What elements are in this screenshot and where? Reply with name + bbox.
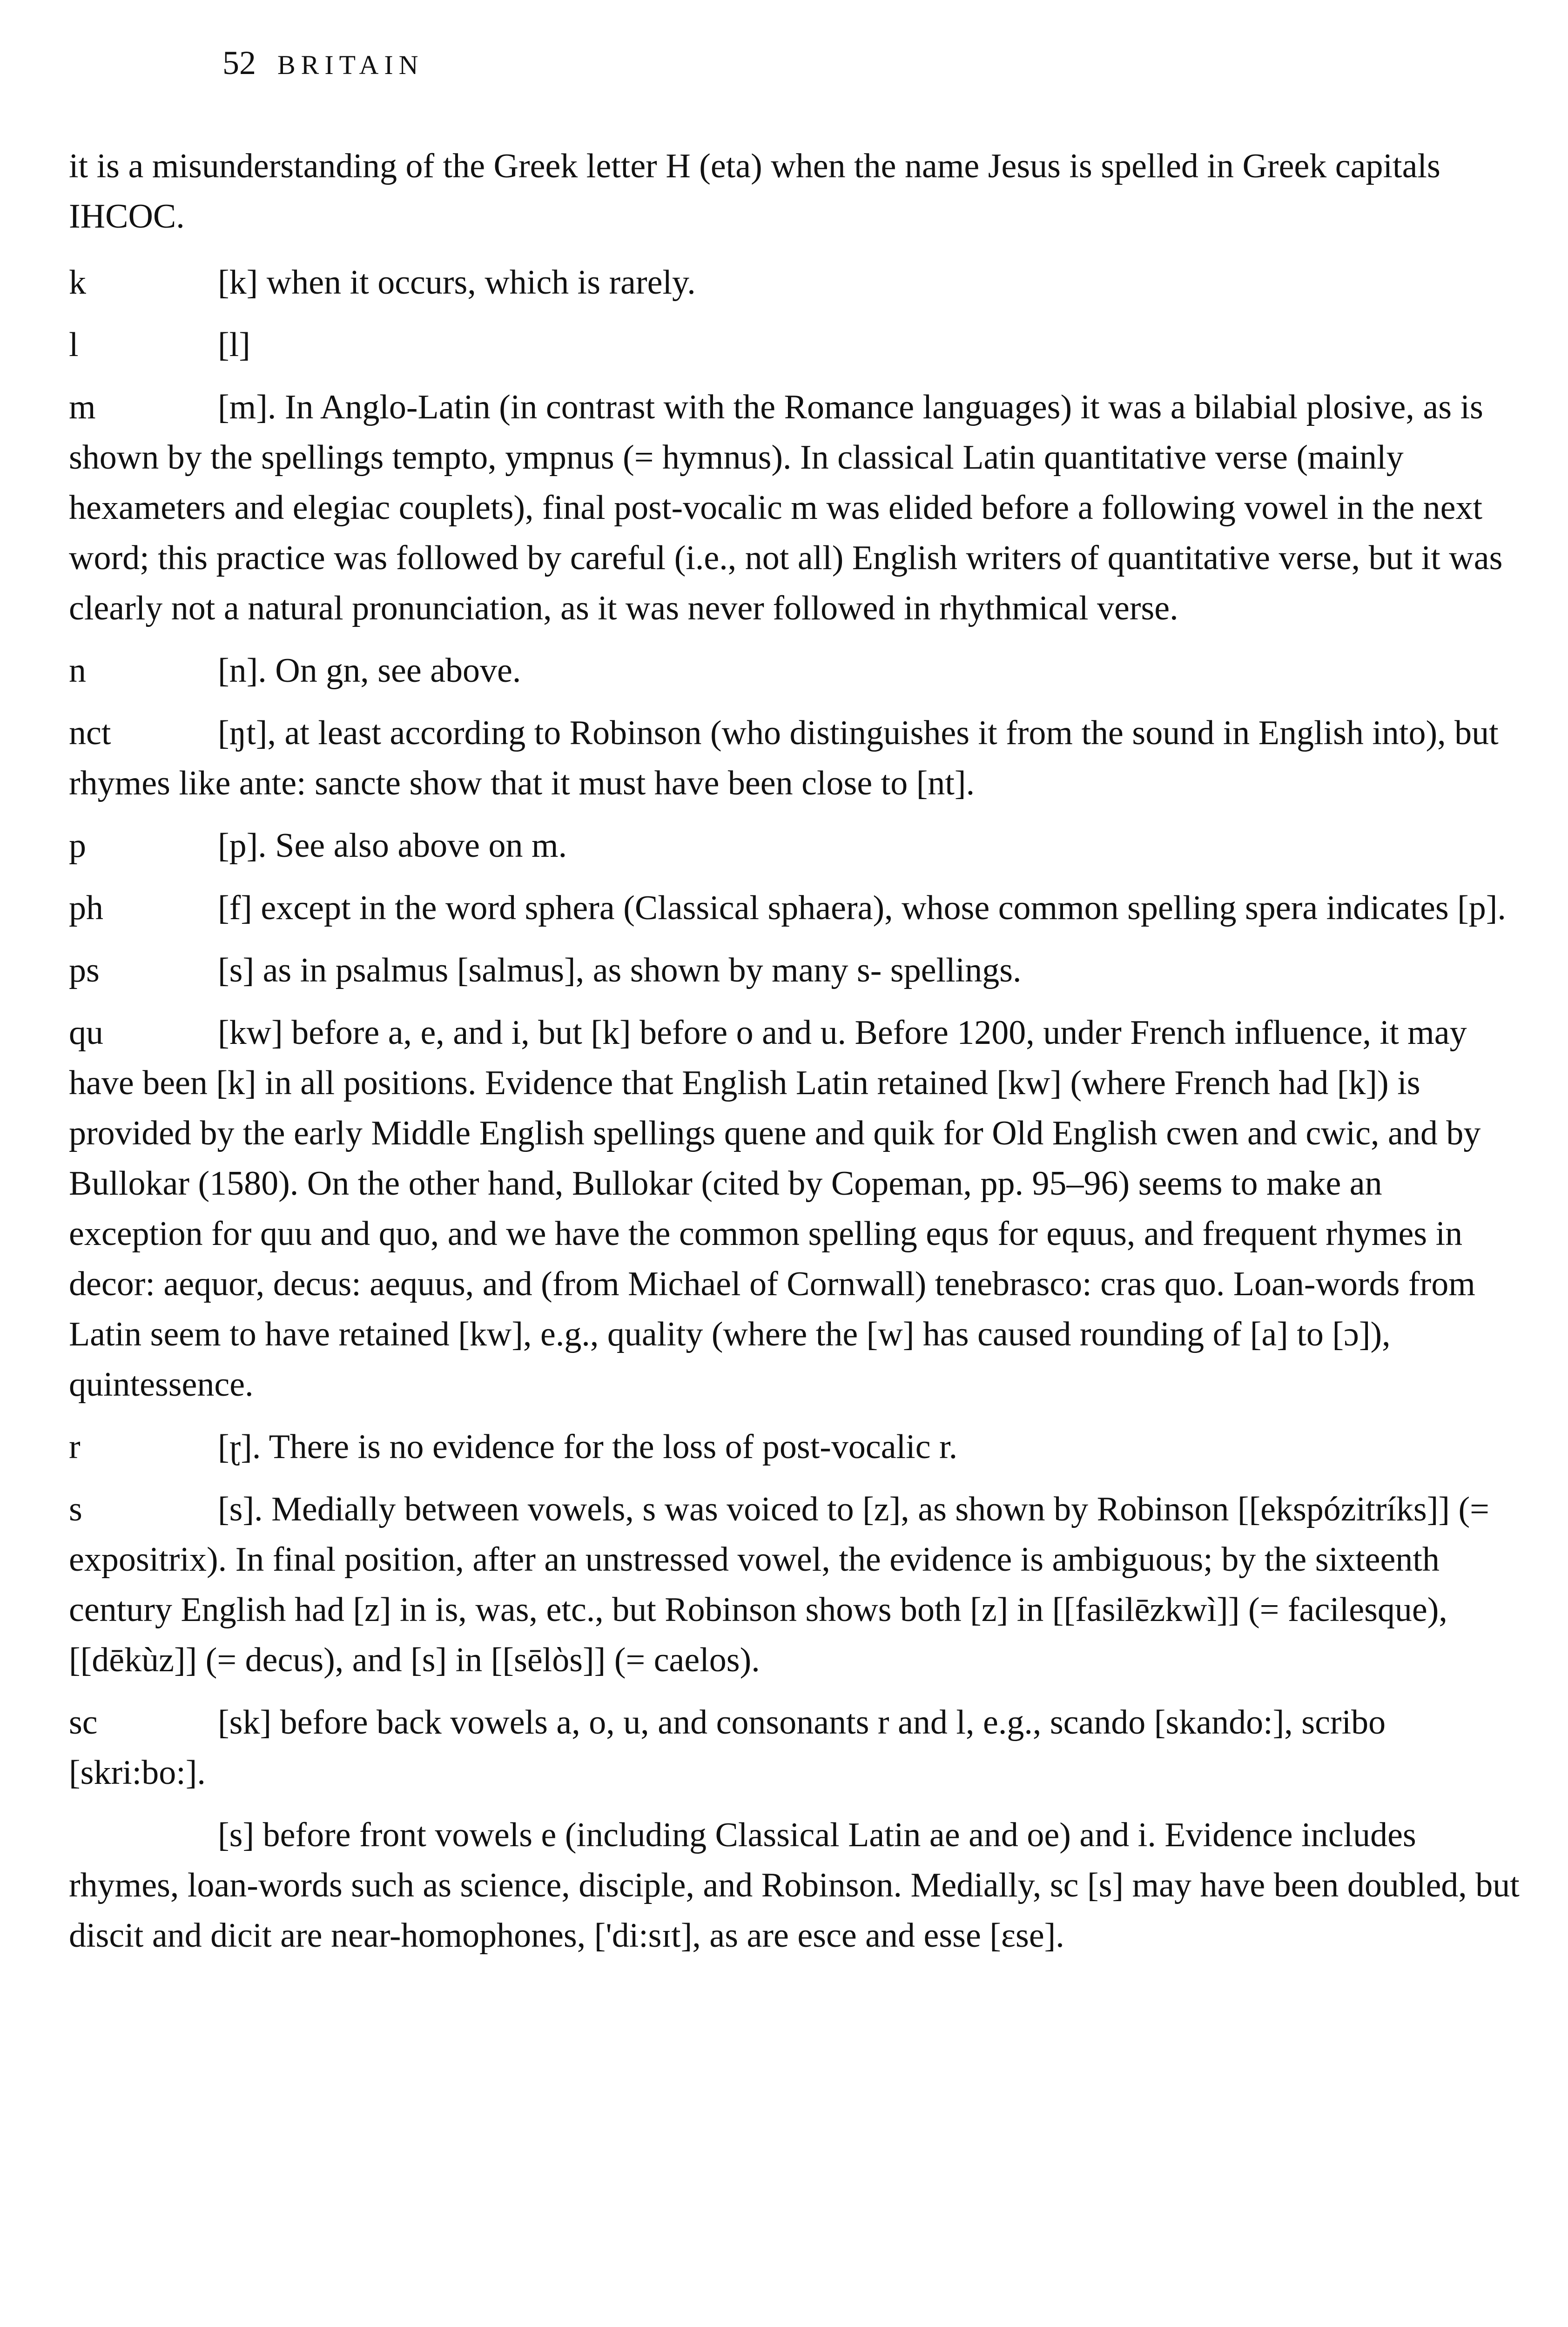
entry-s — [69, 1484, 1521, 1685]
entry-text: [l] — [218, 326, 250, 364]
entry-key: r — [69, 1428, 81, 1466]
entry-key: s — [69, 1490, 82, 1528]
entry-text: [sk] before back vowels a, o, u, and consonants r and l, e.g., scando [skando:], scribo [skri:bo:]. — [69, 1703, 1386, 1792]
entry-key: sc — [69, 1703, 98, 1742]
page — [69, 37, 1521, 1977]
entry-text: [s]. Medially between vowels, s was voiced to [z], as shown by Robinson [[ekspózitríks]] (= expositrix). In final position, after an unstressed vowel, the evidence is ambiguous; by the sixteenth century English had [z] in is, was, etc., but Robinson shows both [z] in [[fasilēzkwì]] (= facilesque), [[dēkùz]] (= decus), and [s] in [[sēlὸs]] (= caelos). — [69, 1490, 1489, 1679]
running-head — [222, 37, 1521, 91]
entry-key: m — [69, 388, 96, 426]
entry-ph — [69, 883, 1521, 933]
entry-r — [69, 1422, 1521, 1472]
entry-text: [ɽ]. There is no evidence for the loss of post-vocalic r. — [218, 1428, 958, 1466]
entry-key: ps — [69, 951, 100, 989]
entry-text: [s] as in psalmus [salmus], as shown by many s- spellings. — [218, 951, 1022, 989]
entry-sc — [69, 1697, 1521, 1798]
entry-p — [69, 821, 1521, 871]
entry-text: [m]. In Anglo-Latin (in contrast with the Romance languages) it was a bilabial plosive, as is shown by the spellings tempto, ympnus (= hymnus). In classical Latin quantitative verse (mainly hexameters and elegiac couplets), final post-vocalic m was elided before a following vowel in the next word; this practice was followed by careful (i.e., not all) English writers of quantitative verse, but it was clearly not a natural pronunciation, as it was never followed in rhythmical verse. — [69, 388, 1503, 627]
entry-key: k — [69, 263, 86, 302]
entry-text: [n]. On gn, see above. — [218, 652, 521, 690]
chapter-title: BRITAIN — [277, 50, 424, 80]
entry-key: ph — [69, 889, 103, 927]
page-number: 52 — [222, 44, 256, 81]
entry-key: qu — [69, 1014, 103, 1052]
entry-key: nct — [69, 714, 111, 752]
entry-qu — [69, 1008, 1521, 1410]
entry-text: [kw] before a, e, and i, but [k] before o and u. Before 1200, under French influence, it may have been [k] in all positions. Evidence that English Latin retained [kw] (where French had [k]) is provided by the early Middle English spellings quene and quik for Old English cwen and cwic, and by Bullokar (1580). On the other hand, Bullokar (cited by Copeman, pp. 95–96) seems to make an exception for quu and quo, and we have the common spelling equs for equus, and frequent rhymes in decor: aequor, decus: aequus, and (from Michael of Cornwall) tenebrasco: cras quo. Loan-words from Latin seem to have retained [kw], e.g., quality (where the [w] has caused rounding of [a] to [ɔ]), quintessence. — [69, 1014, 1481, 1404]
entry-text: [k] when it occurs, which is rarely. — [218, 263, 696, 302]
entry-text: [f] except in the word sphera (Classical sphaera), whose common spelling spera indicates [p]. — [218, 889, 1506, 927]
entry-nct — [69, 708, 1521, 808]
entry-ps — [69, 945, 1521, 995]
continuation-paragraph: [s] before front vowels e (including Classical Latin ae and oe) and i. Evidence includes rhymes, loan-words such as science, disciple, and Robinson. Medially, sc [s] may have been doubled, but discit and dicit are near-homophones, ['di:sɪt], as are esce and esse [ɛse]. — [69, 1816, 1520, 1955]
entry-m — [69, 382, 1521, 633]
entry-key: l — [69, 326, 79, 364]
entry-l — [69, 320, 1521, 370]
entry-text: [ŋt], at least according to Robinson (who distinguishes it from the sound in English into), but rhymes like ante: sancte show that it must have been close to [nt]. — [69, 714, 1499, 802]
entry-key: p — [69, 827, 86, 865]
intro-paragraph: it is a misunderstanding of the Greek letter H (eta) when the name Jesus is spelled in Greek capitals IHCOC. — [69, 147, 1440, 235]
entry-text: [p]. See also above on m. — [218, 827, 567, 865]
entry-n — [69, 646, 1521, 696]
entry-k — [69, 257, 1521, 308]
entry-key: n — [69, 652, 86, 690]
